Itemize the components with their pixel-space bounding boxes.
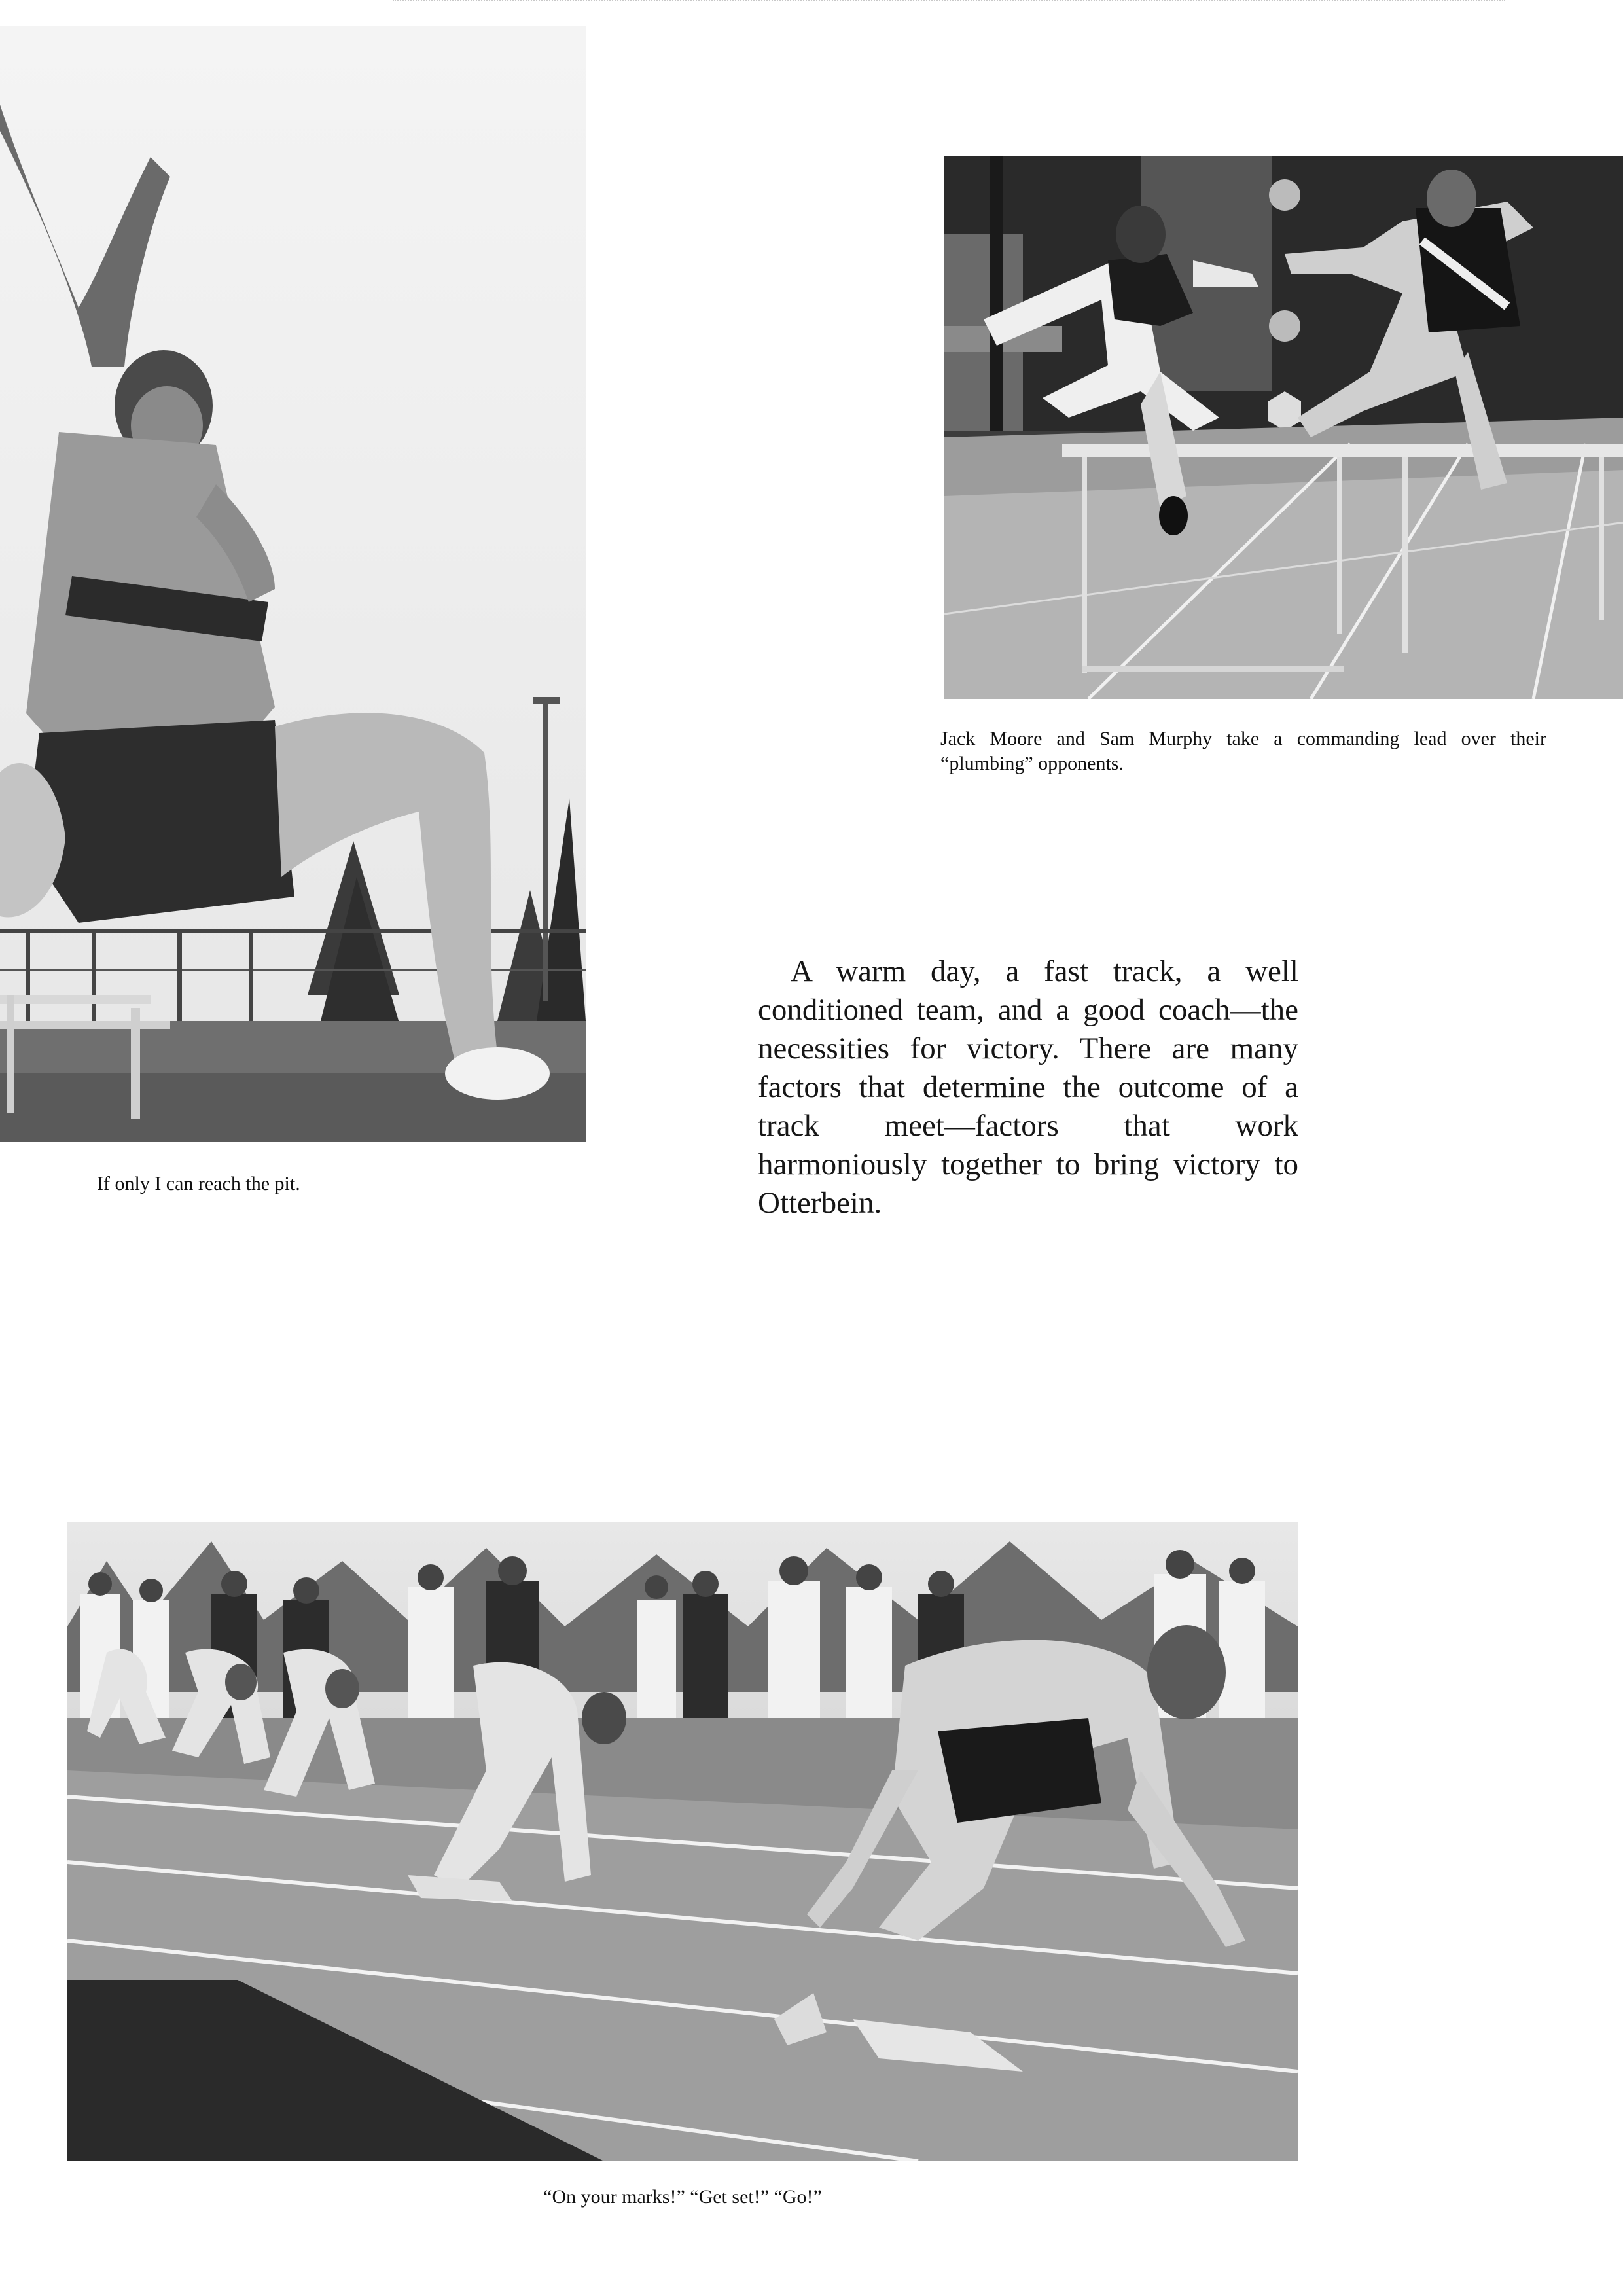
hurdles-caption: Jack Moore and Sam Murphy take a commanding lead over their “plumbing” opponents. [940,728,1546,774]
long-jump-image [0,26,586,1142]
long-jump-caption: If only I can reach the pit. [97,1173,300,1194]
sprint-start-image [67,1522,1298,2161]
sprint-start-photo [67,1522,1298,2161]
hurdles-photo [944,156,1623,699]
page-top-edge [393,0,1505,10]
body-paragraph: A warm day, a fast track, a well conditioned team, and a good coach—the necessities for victory. There are many factors that determine the outcome of a track meet—factors that work harmoniously together to bring victory to Otterbein. [758,954,1298,1220]
long-jump-photo [0,26,586,1142]
sprint-start-caption: “On your marks!” “Get set!” “Go!” [543,2186,822,2208]
hurdles-image [944,156,1623,699]
